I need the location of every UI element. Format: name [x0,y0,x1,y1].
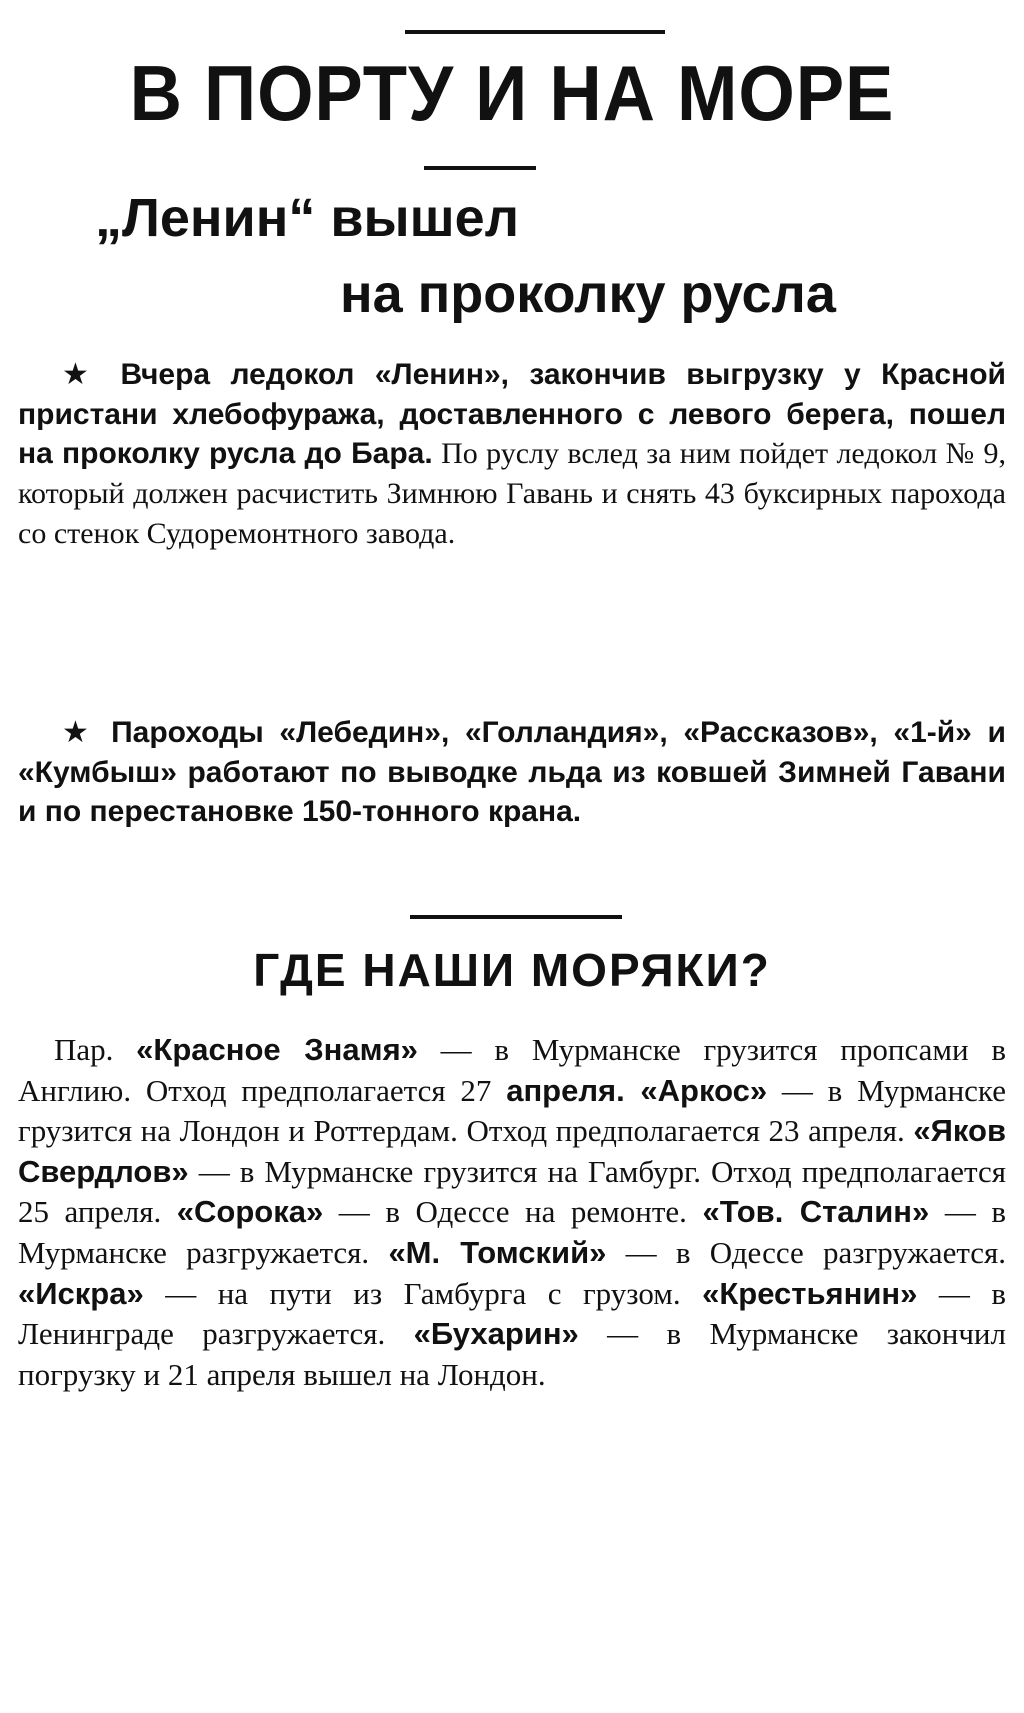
article1-paragraph1 [18,355,1006,554]
article2-headline: ГДЕ НАШИ МОРЯКИ? [253,944,771,996]
article2-text: — на пути из Гамбурга с грузом. [143,1275,703,1311]
ship-name: «Красное Знамя» [136,1032,418,1067]
article2-body [18,1030,1006,1395]
article1-p2-text: Пароходы «Лебедин», «Голландия», «Рассказов», «1-й» и «Кумбыш» работают по выводке льда из ковшей Зимней Гавани и по перестановке 150-тонного крана. [18,716,1006,829]
article2-text: — в Мурманске грузится на Лондон и Роттердам. Отход предполагается 23 апреля. [18,1072,1006,1149]
article1-p1-regular: По руслу вслед за ним пойдет ледокол № 9, который должен расчистить Зимнюю Гавань и снять 43 буксирных парохода со стенок Судоремонтного завода. [18,437,1007,550]
ship-name: апреля. «Аркос» [506,1072,768,1108]
article2-text: — в Мурманске разгружается. [18,1194,1007,1270]
ship-name: «Искра» [18,1275,144,1311]
star-icon: ★ [62,357,101,392]
article2-text: — в Ленинграде разгружается. [18,1275,1006,1352]
article2-text: — в Мурманске грузится на Гамбург. Отход предполагается 25 апреля. [18,1153,1006,1230]
ship-name: «Яков Свердлов» [18,1113,1006,1189]
masthead-underline [424,166,536,170]
article2-text: — в Мурманске закончил погрузку и 21 апреля вышел на Лондон. [18,1316,1006,1392]
article2-text: — в Одессе разгружается. [606,1234,1007,1270]
article1-p1-bold: Вчера ледокол «Ленин», закончив выгрузку у Красной пристани хлебофуража, доставленного с левого берега, пошел на проколку русла до Бара. [18,358,1006,471]
divider-rule [410,915,622,919]
article1-headline-line1: „Ленин“ вышел [95,188,520,248]
ship-name: «Бухарин» [413,1316,579,1352]
ship-name: «Тов. Сталин» [702,1194,930,1230]
article1-paragraph2 [18,713,1006,832]
article2-text: — в Мурманске грузится пропсами в Англию. Отход предполагается 27 [18,1032,1006,1108]
ship-name: «М. Томский» [388,1234,607,1270]
section-masthead: В ПОРТУ И НА МОРЕ [129,49,895,137]
ship-name: «Крестьянин» [702,1275,918,1311]
top-rule [405,30,665,34]
article2-text: — в Одессе на ремонте. [323,1194,703,1230]
star-icon: ★ [62,715,97,750]
ship-name: «Сорока» [176,1194,324,1230]
article1-headline-line2: на проколку русла [340,264,836,324]
article2-text: Пар. [54,1032,137,1067]
